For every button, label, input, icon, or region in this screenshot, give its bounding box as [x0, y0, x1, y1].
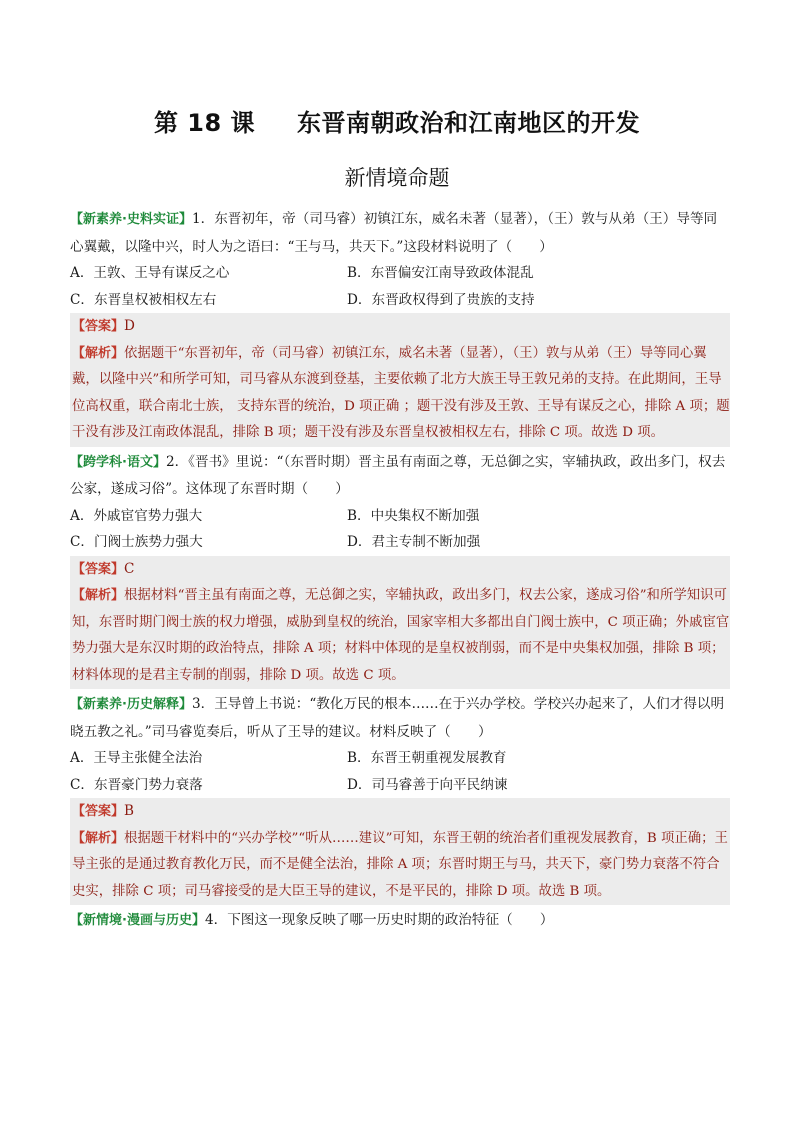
options — [70, 260, 730, 313]
question-stem: 【跨学科·语文】2．《晋书》里说：“（东晋时期）晋主虽有南面之尊，无总御之实，宰辅执政，政出多门，权去公家，遂成习俗”。这体现了东晋时期（ ） — [70, 453, 726, 497]
question-1 — [70, 206, 730, 447]
question-2 — [70, 449, 730, 690]
question-tag: 【新素养·史料实证】 — [70, 212, 192, 227]
options — [70, 745, 730, 798]
option-d: D．东晋政权得到了贵族的支持 — [347, 291, 535, 308]
question-tag: 【新素养·历史解释】 — [70, 697, 192, 712]
answer-value: B — [124, 803, 135, 819]
option-c: C．东晋皇权被相权左右 — [70, 291, 217, 308]
question-3 — [70, 691, 730, 905]
option-d: D．司马睿善于向平民纳谏 — [347, 776, 508, 793]
answer-line: 【答案】D — [72, 318, 135, 334]
section-subtitle: 新情境命题 — [344, 166, 450, 190]
question-stem: 【新情境·漫画与历史】4．下图这一现象反映了哪一历史时期的政治特征（ ） — [70, 912, 554, 928]
question-tag: 【跨学科·语文】 — [70, 454, 166, 470]
page-title — [0, 103, 794, 138]
option-a: A．外戚宦官势力强大 — [70, 507, 203, 524]
question-4 — [70, 907, 730, 935]
answer-block — [70, 556, 730, 690]
answer-line: 【答案】C — [72, 560, 135, 577]
lesson-title: 东晋南朝政治和江南地区的开发 — [297, 109, 641, 137]
answer-value: C — [124, 560, 135, 577]
option-d: D．君主专制不断加强 — [347, 534, 481, 550]
answer-line: 【答案】B — [72, 803, 135, 819]
question-stem: 【新素养·史料实证】1．东晋初年，帝（司马睿）初镇江东，威名未著（显著），（王）敦与从弟（王）导等同心翼戴，以隆中兴，时人为之语曰：“王与马，共天下。”这段材料说明了（ ） — [70, 211, 718, 255]
option-b: B．中央集权不断加强 — [347, 507, 480, 524]
option-c: C．门阀士族势力强大 — [70, 534, 203, 550]
option-c: C．东晋豪门势力衰落 — [70, 776, 203, 793]
answer-block — [70, 313, 730, 447]
explanation: 【解析】依据题干“东晋初年，帝（司马睿）初镇江东，威名未著（显著），（王）敦与从弟（王）导等同心翼戴，以隆中兴”和所学可知，司马睿从东渡到登基，主要依赖了北方大族王导王敦兄弟的支持。在此期间，王导位高权重，联合南北士族， 支持东晋的统治，D 项正确 ；题干没有涉及王敦、王导有谋反之心，排除 A 项；题干没有涉及江南政体混乱，排除 B 项；题干没有涉及东晋皇权被相权左右，排除 C 项。故选 D 项。 — [72, 345, 730, 440]
question-stem: 【新素养·历史解释】3．王导曾上书说：“教化万民的根本……在于兴办学校。学校兴办起来了，人们才得以明晓五教之礼。”司马睿览奏后，听从了王导的建议。材料反映了（ ） — [70, 696, 725, 740]
lesson-number: 第 18 课 — [153, 109, 256, 137]
explanation: 【解析】根据材料“晋主虽有南面之尊，无总御之实，宰辅执政，政出多门，权去公家，遂成习俗”和所学知识可知，东晋时期门阀士族的权力增强，威胁到皇权的统治，国家宰相大多都出自门阀士族中，C 项正确；外戚宦官势力强大是东汉时期的政治特点，排除 A 项；材料中体现的是皇权被削弱，而不是中央集权加强，排除 B 项；材料体现的是君主专制的削弱，排除 D 项。故选 C 项。 — [72, 588, 730, 683]
answer-value: D — [124, 318, 135, 334]
answer-block — [70, 798, 730, 905]
option-a: A．王导主张健全法治 — [70, 750, 203, 766]
explanation: 【解析】根据题干材料中的“兴办学校”“听从……建议”可知，东晋王朝的统治者们重视发展教育，B 项正确；王导主张的是通过教育教化万民，而不是健全法治，排除 A 项；东晋时期王与马，共天下，豪门势力衰落不符合史实，排除 C 项；司马睿接受的是大臣王导的建议，不是平民的，排除 D 项。故选 B 项。 — [72, 830, 728, 899]
question-tag: 【新情境·漫画与历史】 — [70, 913, 205, 928]
option-b: B．东晋偏安江南导致政体混乱 — [347, 265, 534, 281]
options — [70, 503, 730, 556]
questions-container — [70, 204, 730, 935]
option-a: A．王敦、王导有谋反之心 — [70, 265, 230, 281]
option-b: B．东晋王朝重视发展教育 — [347, 750, 507, 766]
